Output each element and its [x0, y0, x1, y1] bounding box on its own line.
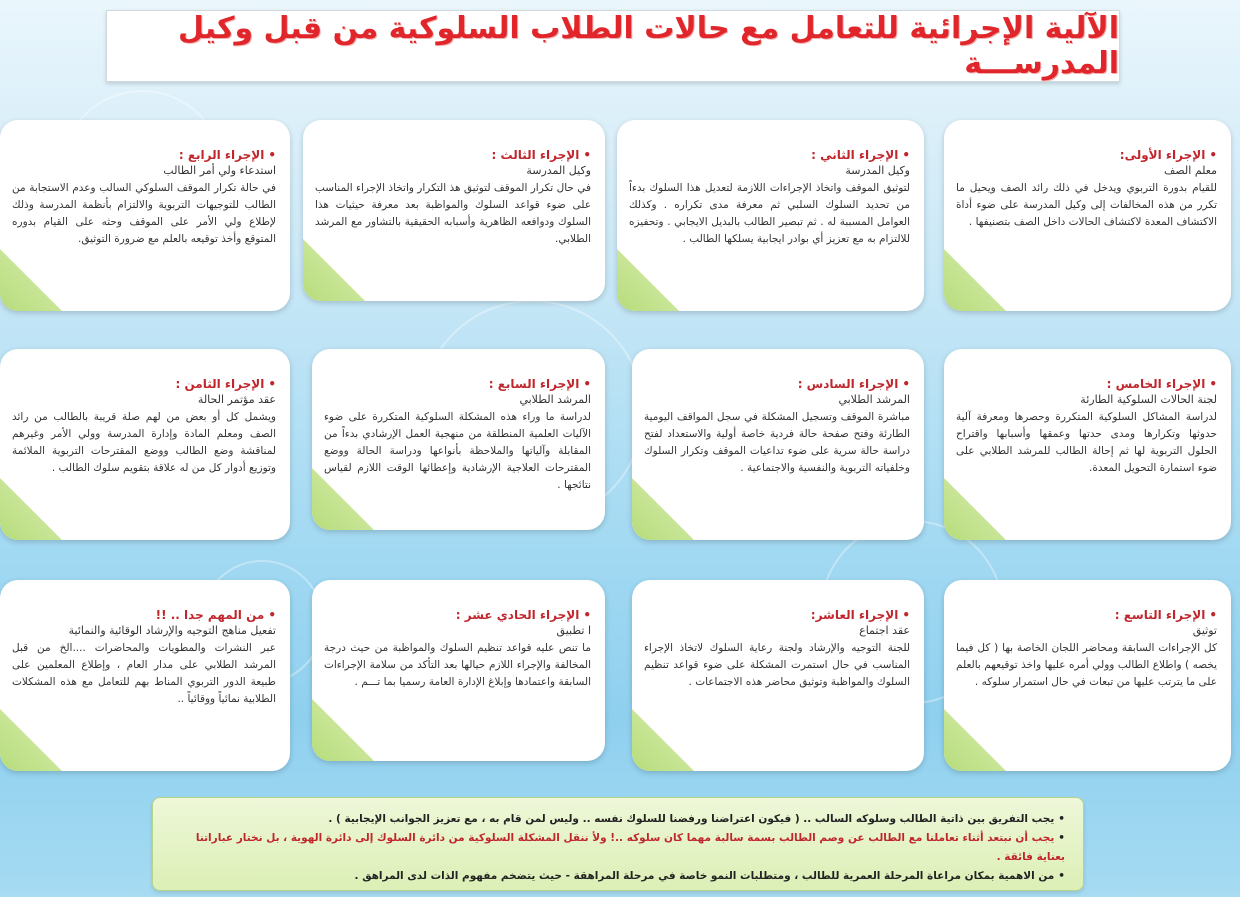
- card-title: الإجراء الحادي عشر :: [455, 608, 580, 622]
- bullet-icon: •: [268, 377, 276, 391]
- card-corner-decoration: [0, 249, 62, 311]
- note-item-highlighted: [171, 829, 1065, 867]
- bullet-icon: •: [1058, 832, 1065, 844]
- title-banner: [106, 10, 1120, 82]
- bullet-icon: •: [583, 377, 591, 391]
- card-title: من المهم جدا .. !!: [155, 608, 265, 622]
- bullet-icon: •: [583, 148, 591, 162]
- bullet-icon: •: [268, 608, 276, 622]
- card-subtitle: ا تطبيق: [556, 624, 591, 637]
- procedure-card-8: [0, 349, 290, 540]
- procedure-card-12: [0, 580, 290, 771]
- card-subtitle: تفعيل مناهج التوجيه والإرشاد الوقائية والنمائية: [68, 624, 276, 637]
- card-corner-decoration: [0, 709, 62, 771]
- card-subtitle: عقد اجتماع: [859, 624, 910, 637]
- bullet-icon: •: [1209, 608, 1217, 622]
- card-body: للقيام بدورة التربوي ويدخل في ذلك رائد الصف ويحيل ما تكرر من هذه المخالفات إلى وكيل المدرسة على ضوء أداة الاكتشاف المعدة لاكتشاف الحالات داخل الصف بتصنيفها .: [956, 182, 1217, 228]
- procedure-card-1: [944, 120, 1231, 311]
- note-text: من الاهمية بمكان مراعاة المرحلة العمرية للطالب ، ومتطلبات النمو خاصة في مرحلة المراهقة - حيث يتضخم مفهوم الذات لدى المراهق .: [354, 870, 1055, 882]
- card-body: عبر النشرات والمطويات والمحاضرات ....الخ من قبل المرشد الطلابي على مدار العام ، وإطلاع المعلمين على طبيعة الدور التربوي المناط بهم للتعامل مع هذه المشكلات الطلابية نمائياً ووقائياً ..: [12, 642, 276, 705]
- bullet-icon: •: [902, 148, 910, 162]
- card-title: الإجراء الخامس :: [1106, 377, 1206, 391]
- bullet-icon: •: [1209, 377, 1217, 391]
- card-subtitle: لجنة الحالات السلوكية الطارئة: [1080, 393, 1217, 406]
- card-title: الإجراء السادس :: [797, 377, 899, 391]
- card-corner-decoration: [617, 249, 679, 311]
- card-body: للجنة التوجيه والإرشاد ولجنة رعاية السلوك لاتخاذ الإجراء المناسب في حال استمرت المشكلة على ضوء قواعد تنظيم السلوك والمواظبة وتوثيق محاضر هذه الاجتماعات .: [644, 642, 910, 688]
- card-body: مباشرة الموقف وتسجيل المشكلة في سجل المواقف اليومية الطارئة وفتح صفحة حالة فردية خاصة أولية والاستعداد لفتح دراسة حالة سرية على ضوء تداعيات الموقف وتكرار السلوك وخلفياته التربوية والنفسية والاجتماعية .: [644, 411, 910, 474]
- procedure-card-6: [632, 349, 924, 540]
- card-subtitle: وكيل المدرسة: [526, 164, 591, 177]
- bullet-icon: •: [902, 608, 910, 622]
- card-corner-decoration: [632, 709, 694, 771]
- procedure-card-4: [0, 120, 290, 311]
- bullet-icon: •: [1058, 870, 1065, 882]
- procedure-card-10: [632, 580, 924, 771]
- card-body: في حال تكرار الموقف لتوثيق هذ التكرار واتخاذ الإجراء المناسب على ضوء قواعد السلوك والمواظبة بعد معرفة حيثيات هذا السلوك ودوافعه الظاهرية وأسبابه الحقيقية بالتشاور مع المرشد الطلابي.: [315, 182, 591, 245]
- note-text: يجب أن نبتعد أثناء تعاملنا مع الطالب عن وصم الطالب بسمة سالبة مهما كان سلوكه ..! ولأ ننقل المشكلة السلوكية من دائرة السلوك إلى دائرة الهوية ، بل نختار عباراتنا بعناية فائقة .: [195, 832, 1065, 863]
- card-subtitle: معلم الصف: [1164, 164, 1217, 177]
- page-title: الآلية الإجرائية للتعامل مع حالات الطلاب السلوكية من قبل وكيل المدرســـة: [177, 11, 1119, 81]
- card-title: الإجراء الثاني :: [811, 148, 899, 162]
- note-item: [171, 867, 1065, 886]
- card-body: ما تنص عليه قواعد تنظيم السلوك والمواظبة من حيث درجة المخالفة والإجراء اللازم حيالها بعد التأكد من سلامة الإجراءات السابقة واعتمادها وإبلاغ الإدارة العامة رسميا بما تـــم .: [324, 642, 591, 688]
- card-subtitle: وكيل المدرسة: [845, 164, 910, 177]
- procedure-card-7: [312, 349, 605, 530]
- card-subtitle: المرشد الطلابي: [838, 393, 910, 406]
- card-subtitle: توثيق: [1192, 624, 1217, 637]
- procedure-card-5: [944, 349, 1231, 540]
- card-body: لدراسة ما وراء هذه المشكلة السلوكية المتكررة على ضوء الآليات العلمية المنطلقة من منهجية العمل الإرشادي بدءاً من المقابلة وآلياتها والملاحظة بأنواعها ودراسة الحالة ووضع المقترحات العلاجية الإرشادية وإعطائها الوقت اللازم لقياس نتائجها .: [324, 411, 591, 491]
- note-item: [171, 810, 1065, 829]
- card-body: لدراسة المشاكل السلوكية المتكررة وحصرها ومعرفة آلية حدوثها وتكرارها ومدى حدتها وعمقها وأسبابها واقتراح الحلول التربوية لها ثم إحالة الطالب للمرشد الطلابي على ضوء استمارة التحويل المعدة.: [956, 411, 1217, 474]
- procedure-card-9: [944, 580, 1231, 771]
- card-title: الإجراء الثامن :: [175, 377, 265, 391]
- card-title: الإجراء الثالث :: [491, 148, 580, 162]
- card-corner-decoration: [944, 478, 1006, 540]
- card-corner-decoration: [0, 478, 62, 540]
- card-corner-decoration: [944, 249, 1006, 311]
- card-body: في حالة تكرار الموقف السلوكي السالب وعدم الاستجابة من الطالب للتوجيهات التربوية والالتزام بأنظمة المدرسة وذلك لإطلاع ولي الأمر على الموقف وحثه على القيام بدوره المتوقع وأخذ توقيعه بالعلم مع ضرورة التوثيق.: [12, 182, 276, 245]
- procedure-card-11: [312, 580, 605, 761]
- card-corner-decoration: [632, 478, 694, 540]
- bullet-icon: •: [1058, 813, 1065, 825]
- procedure-card-2: [617, 120, 924, 311]
- card-subtitle: استدعاء ولي أمر الطالب: [163, 164, 276, 177]
- card-body: لتوثيق الموقف واتخاذ الإجراءات اللازمة لتعديل هذا السلوك بدءاً من تحديد السلوك السلبي ثم معرفة مدى تكراره . وكذلك العوامل المسببة له . ثم تبصير الطالب بالبديل الايجابي . وتحفيزه للالتزام به مع تعزيز أي بوادر ايجابية يسلكها الطالب .: [629, 182, 910, 245]
- bullet-icon: •: [902, 377, 910, 391]
- card-title: الإجراء التاسع :: [1114, 608, 1206, 622]
- card-corner-decoration: [944, 709, 1006, 771]
- card-corner-decoration: [303, 239, 365, 301]
- bullet-icon: •: [583, 608, 591, 622]
- notes-list: [153, 798, 1083, 886]
- card-title: الإجراء السابع :: [488, 377, 580, 391]
- card-title: الإجراء العاشر:: [810, 608, 899, 622]
- card-subtitle: عقد مؤتمر الحالة: [197, 393, 276, 406]
- note-text: يجب التفريق بين ذاتية الطالب وسلوكه السالب .. ( فيكون اعتراضنا ورفضنا للسلوك نفسه .. وليس لمن قام به ، مع تعزيز الجوانب الإيجابية ) .: [328, 813, 1055, 825]
- bullet-icon: •: [1209, 148, 1217, 162]
- card-body: كل الإجراءات السابقة ومحاضر اللجان الخاصة بها ( كل فيما يخصه ) واطلاع الطالب وولي أمره عليها واخذ توقيعهم بالعلم على ما يترتب عليها من تبعات في حال استمرار سلوكه .: [956, 642, 1217, 688]
- card-corner-decoration: [312, 699, 374, 761]
- notes-panel: [152, 797, 1084, 891]
- procedure-card-3: [303, 120, 605, 301]
- card-body: ويشمل كل أو بعض من لهم صلة قريبة بالطالب من رائد الصف ومعلم المادة وإدارة المدرسة وولي الأمر وغيرهم لمناقشة وضع الطالب ووضع المقترحات التربوية الملائمة وتوزيع أدوار كل من له علاقة بتقويم سلوك الطالب .: [12, 411, 276, 474]
- card-title: الإجراء الرابع :: [178, 148, 265, 162]
- card-title: الإجراء الأولى:: [1119, 148, 1206, 162]
- card-subtitle: المرشد الطلابي: [519, 393, 591, 406]
- bullet-icon: •: [268, 148, 276, 162]
